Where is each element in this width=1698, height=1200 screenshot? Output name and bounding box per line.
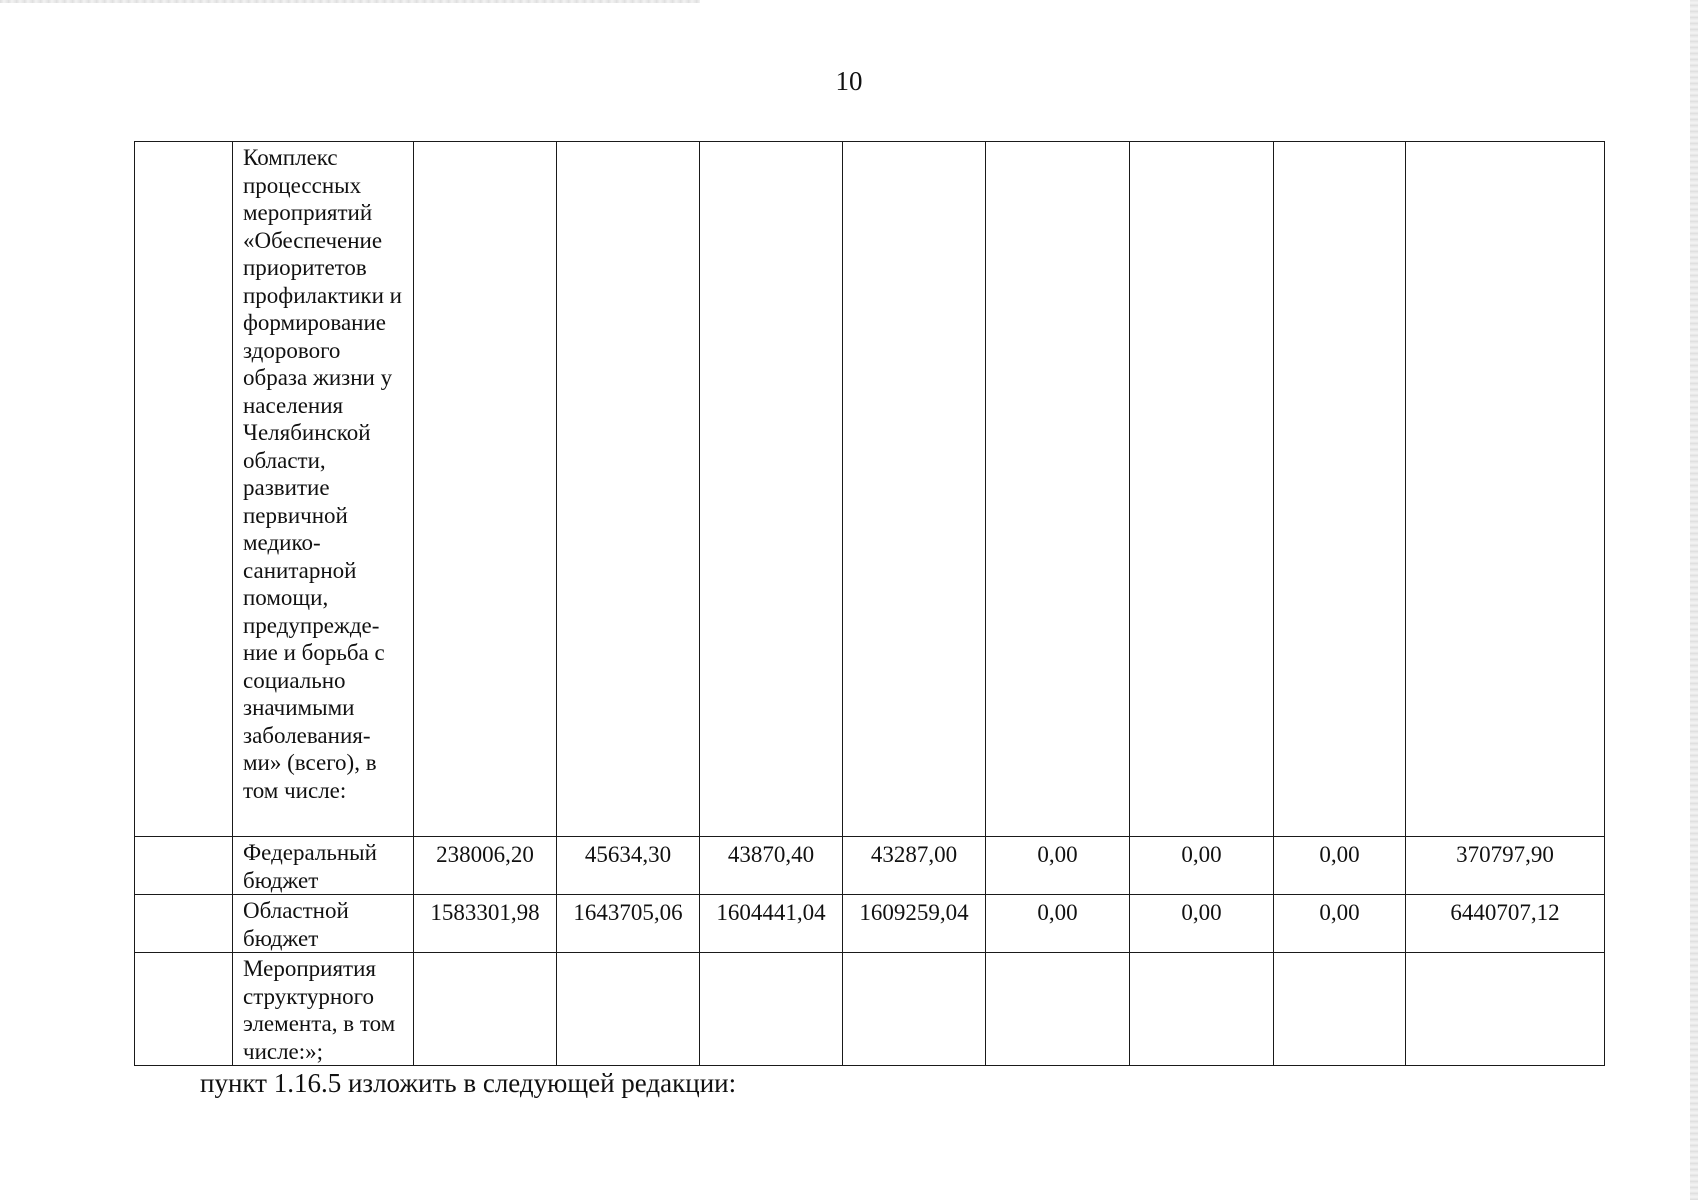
page-number: 10 [835,66,863,96]
row-number-cell [135,895,233,953]
value-cell: 0,00 [986,895,1130,953]
table-row [135,142,1605,837]
value-cell: 1609259,04 [843,895,986,953]
scan-edge-right [1690,0,1698,1200]
row-number-cell [135,142,233,837]
value-cell [414,953,557,1066]
value-cell: 43287,00 [843,837,986,895]
value-cell: 43870,40 [700,837,843,895]
value-cell: 45634,30 [557,837,700,895]
value-cell [1274,953,1406,1066]
value-cell: 0,00 [1274,895,1406,953]
value-cell [557,953,700,1066]
scan-edge-top [0,0,700,3]
value-cell: 0,00 [986,837,1130,895]
value-cell [1274,142,1406,837]
value-cell: 1643705,06 [557,895,700,953]
row-name-cell: Федеральный бюджет [233,837,414,895]
value-cell: 0,00 [1130,837,1274,895]
value-cell [843,953,986,1066]
value-cell: 0,00 [1274,837,1406,895]
value-cell: 1583301,98 [414,895,557,953]
value-cell: 370797,90 [1406,837,1605,895]
value-cell [986,142,1130,837]
value-cell [986,953,1130,1066]
value-cell [414,142,557,837]
value-cell: 238006,20 [414,837,557,895]
budget-table [134,141,1605,1066]
value-cell [700,142,843,837]
row-number-cell [135,837,233,895]
value-cell: 0,00 [1130,895,1274,953]
value-cell [1406,953,1605,1066]
value-cell: 6440707,12 [1406,895,1605,953]
row-name-cell: Комплекс процессных мероприятий «Обеспечение приоритетов профилактики и формирование здорового образа жизни у населения Челябинской области, развитие первичной медико-санитарной помощи, предупрежде-ние и борьба с социально значимыми заболевания-ми» (всего), в том числе: [233,142,414,837]
row-name-cell: Мероприятия структурного элемента, в том числе:»; [233,953,414,1066]
table-row [135,895,1605,953]
value-cell: 1604441,04 [700,895,843,953]
value-cell [1406,142,1605,837]
row-name-cell: Областной бюджет [233,895,414,953]
value-cell [700,953,843,1066]
value-cell [1130,142,1274,837]
table-row [135,837,1605,895]
value-cell [557,142,700,837]
value-cell [843,142,986,837]
value-cell [1130,953,1274,1066]
table-row [135,953,1605,1066]
row-number-cell [135,953,233,1066]
footer-text: пункт 1.16.5 изложить в следующей редакции: [200,1068,737,1098]
